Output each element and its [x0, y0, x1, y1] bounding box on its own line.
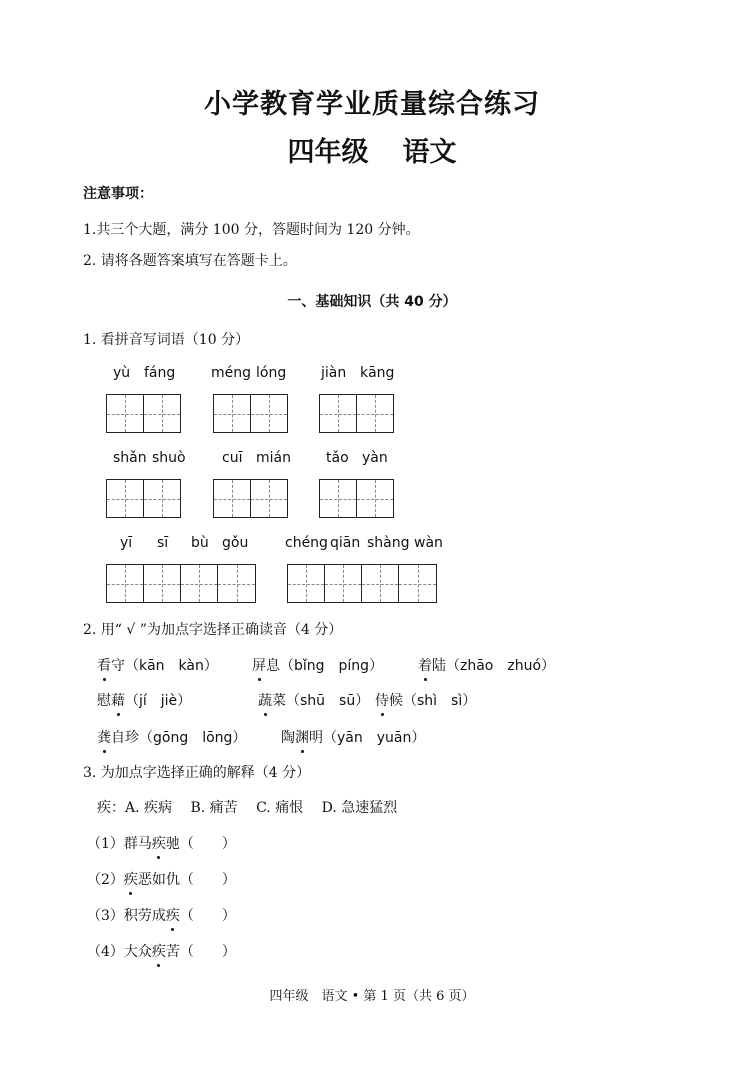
pinyin-syllable: shàng [367, 535, 410, 551]
writing-grid[interactable] [106, 479, 181, 518]
pinyin-syllable: tǎo [326, 450, 349, 466]
grid-cell[interactable] [357, 395, 393, 432]
grade-label: 四年级 [287, 137, 369, 168]
writing-grid[interactable] [287, 564, 437, 603]
pinyin-syllable: fáng [144, 365, 176, 381]
definition-item[interactable]: （3）积劳成疾（ ） [87, 905, 236, 925]
pinyin-syllable: yàn [362, 450, 388, 466]
pinyin-syllable: shuò [152, 450, 186, 466]
pinyin-options[interactable]: （jí jiè） [125, 693, 192, 709]
pinyin-syllable: lóng [256, 365, 287, 381]
definition-item[interactable]: （1）群马疾驰（ ） [87, 833, 236, 853]
writing-grid[interactable] [213, 394, 288, 433]
notice-heading: 注意事项： [83, 186, 153, 202]
reading-item: 看守（kān kàn） [97, 655, 218, 675]
pinyin-options[interactable]: （kān kàn） [125, 658, 218, 674]
section-heading: 一、基础知识（共 40 分） [287, 294, 457, 310]
dotted-char: 疾 [166, 905, 180, 925]
grid-cell[interactable] [251, 395, 287, 432]
grid-cell[interactable] [362, 565, 399, 602]
dotted-char: 蔬 [258, 690, 272, 710]
grid-cell[interactable] [399, 565, 436, 602]
reading-item: 龚自珍（gōng lōng） [97, 727, 246, 747]
reading-item: 着陆（zhāo zhuó） [418, 655, 555, 675]
definition-item[interactable]: （2）疾恶如仇（ ） [87, 869, 236, 889]
pinyin-syllable: shǎn [113, 450, 147, 466]
question-3-stem: 3. 为加点字选择正确的解释（4 分） [83, 765, 311, 781]
dotted-char: 渊 [295, 727, 309, 747]
pinyin-syllable: chéng [285, 535, 328, 551]
grid-cell[interactable] [325, 565, 362, 602]
grid-cell[interactable] [214, 395, 251, 432]
grid-cell[interactable] [144, 480, 180, 517]
dotted-char: 疾 [124, 869, 138, 889]
subject-label: 语文 [402, 137, 457, 168]
question-2-stem: 2. 用“ √ ”为加点字选择正确读音（4 分） [83, 622, 343, 638]
writing-grid[interactable] [106, 564, 256, 603]
dotted-char: 疾 [152, 941, 166, 961]
notice-item-1: 1.共三个大题，满分 100 分，答题时间为 120 分钟。 [83, 222, 420, 238]
grid-cell[interactable] [320, 395, 357, 432]
grid-cell[interactable] [357, 480, 393, 517]
pinyin-options[interactable]: （shū sū） [286, 693, 370, 709]
pinyin-syllable: jiàn [321, 365, 347, 381]
dotted-char: 疾 [152, 833, 166, 853]
pinyin-syllable: sī [157, 535, 169, 551]
dotted-char: 看 [97, 655, 111, 675]
pinyin-options[interactable]: （bǐng píng） [280, 658, 384, 674]
dotted-char: 着 [418, 655, 432, 675]
reading-item: 侍候（shì sì） [375, 690, 476, 710]
grade-subject [0, 130, 744, 169]
pinyin-syllable: yù [113, 365, 131, 381]
reading-item: 陶渊明（yān yuān） [281, 727, 425, 747]
dotted-char: 屏 [252, 655, 266, 675]
definition-options: 疾：A. 疾病 B. 痛苦 C. 痛恨 D. 急速猛烈 [97, 800, 398, 816]
page-footer: 四年级 语文 • 第 1 页（共 6 页） [269, 989, 475, 1004]
grid-cell[interactable] [251, 480, 287, 517]
dotted-char: 龚 [97, 727, 111, 747]
pinyin-syllable: gǒu [222, 535, 249, 551]
writing-grid[interactable] [106, 394, 181, 433]
writing-grid[interactable] [319, 479, 394, 518]
dotted-char: 侍 [375, 690, 389, 710]
pinyin-syllable: bù [191, 535, 209, 551]
definition-item[interactable]: （4）大众疾苦（ ） [87, 941, 236, 961]
grid-cell[interactable] [144, 565, 181, 602]
pinyin-syllable: qiān [330, 535, 361, 551]
pinyin-syllable: yī [120, 535, 133, 551]
grid-cell[interactable] [181, 565, 218, 602]
pinyin-syllable: kāng [360, 365, 395, 381]
dotted-char: 藉 [111, 690, 125, 710]
grid-cell[interactable] [107, 395, 144, 432]
reading-item: 蔬菜（shū sū） [258, 690, 369, 710]
pinyin-options[interactable]: （zhāo zhuó） [446, 658, 556, 674]
writing-grid[interactable] [213, 479, 288, 518]
grid-cell[interactable] [218, 565, 255, 602]
writing-grid[interactable] [319, 394, 394, 433]
question-1-stem: 1. 看拼音写词语（10 分） [83, 332, 250, 348]
notice-item-2: 2. 请将各题答案填写在答题卡上。 [83, 253, 297, 269]
grid-cell[interactable] [144, 395, 180, 432]
page-title: 小学教育学业质量综合练习 [204, 89, 540, 120]
pinyin-options[interactable]: （yān yuān） [323, 730, 426, 746]
grid-cell[interactable] [320, 480, 357, 517]
grid-cell[interactable] [288, 565, 325, 602]
grid-cell[interactable] [214, 480, 251, 517]
pinyin-options[interactable]: （gōng lōng） [139, 730, 247, 746]
pinyin-options[interactable]: （shì sì） [403, 693, 477, 709]
pinyin-syllable: wàn [414, 535, 443, 551]
reading-item: 慰藉（jí jiè） [97, 690, 191, 710]
pinyin-syllable: méng [211, 365, 252, 381]
pinyin-syllable: mián [256, 450, 291, 466]
pinyin-syllable: cuī [222, 450, 243, 466]
grid-cell[interactable] [107, 565, 144, 602]
reading-item: 屏息（bǐng píng） [252, 655, 383, 675]
grid-cell[interactable] [107, 480, 144, 517]
